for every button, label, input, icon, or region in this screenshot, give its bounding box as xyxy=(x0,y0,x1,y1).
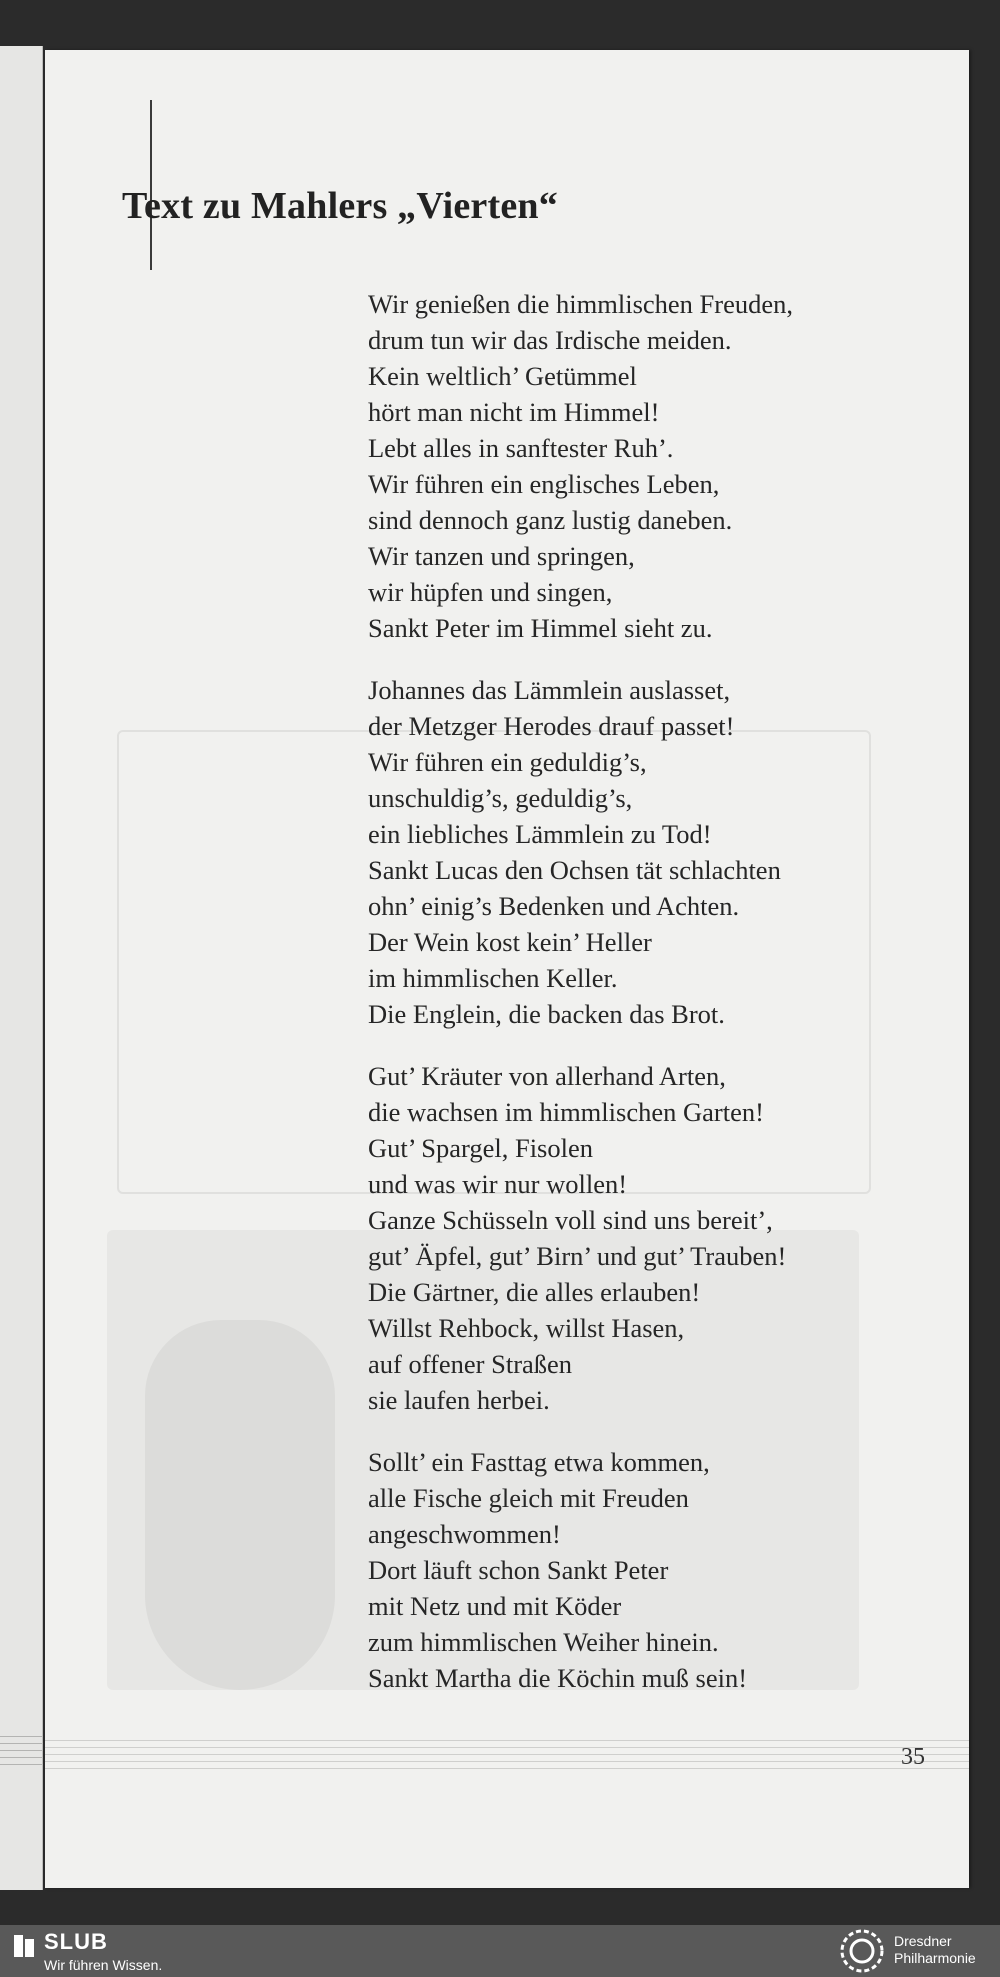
page-title: Text zu Mahlers „Vierten“ xyxy=(122,185,558,227)
poem-line: Dort läuft schon Sankt Peter xyxy=(368,1555,669,1585)
poem-line: zum himmlischen Weiher hinein. xyxy=(368,1627,719,1657)
poem-line: Willst Rehbock, willst Hasen, xyxy=(368,1313,685,1343)
poem-line: im himmlischen Keller. xyxy=(368,963,618,993)
footer-bar xyxy=(0,1925,1000,1977)
poem-line: ein liebliches Lämmlein zu Tod! xyxy=(368,819,712,849)
partner-name-line2: Philharmonie xyxy=(894,1950,976,1966)
poem-line: die wachsen im himmlischen Garten! xyxy=(368,1097,764,1127)
poem-line: ohn’ einig’s Bedenken und Achten. xyxy=(368,891,740,921)
poem-line: sind dennoch ganz lustig daneben. xyxy=(368,505,733,535)
partner-name xyxy=(894,1933,976,1967)
poem-line: Wir führen ein geduldig’s, xyxy=(368,747,647,777)
poem-line: Der Wein kost kein’ Heller xyxy=(368,927,652,957)
poem-line: angeschwommen! xyxy=(368,1519,561,1549)
poem-line: sie laufen herbei. xyxy=(368,1385,550,1415)
poem-line: Wir tanzen und springen, xyxy=(368,541,635,571)
poem-text xyxy=(368,286,928,1722)
partner-name-line1: Dresdner xyxy=(894,1933,952,1949)
poem-line: Ganze Schüsseln voll sind uns bereit’, xyxy=(368,1205,773,1235)
philharmonie-logo-icon xyxy=(840,1929,884,1973)
library-tagline: Wir führen Wissen. xyxy=(44,1957,163,1973)
stanza xyxy=(368,1444,928,1696)
book-icon xyxy=(14,1935,34,1957)
poem-line: Lebt alles in sanftester Ruh’. xyxy=(368,433,674,463)
poem-line: mit Netz und mit Köder xyxy=(368,1591,622,1621)
poem-line: Sankt Lucas den Ochsen tät schlachten xyxy=(368,855,781,885)
poem-line: drum tun wir das Irdische meiden. xyxy=(368,325,732,355)
poem-line: alle Fische gleich mit Freuden xyxy=(368,1483,689,1513)
poem-line: gut’ Äpfel, gut’ Birn’ und gut’ Trauben! xyxy=(368,1241,787,1271)
stanza xyxy=(368,1058,928,1418)
poem-line: Johannes das Lämmlein auslasset, xyxy=(368,675,731,705)
poem-line: und was wir nur wollen! xyxy=(368,1169,628,1199)
poem-line: Wir führen ein englisches Leben, xyxy=(368,469,720,499)
poem-line: auf offener Straßen xyxy=(368,1349,573,1379)
poem-line: Gut’ Kräuter von allerhand Arten, xyxy=(368,1061,726,1091)
poem-line: hört man nicht im Himmel! xyxy=(368,397,660,427)
show-through-vase xyxy=(145,1320,335,1690)
left-page-edge xyxy=(0,46,43,1890)
poem-line: Gut’ Spargel, Fisolen xyxy=(368,1133,593,1163)
stanza xyxy=(368,672,928,1032)
poem-line: wir hüpfen und singen, xyxy=(368,577,613,607)
poem-line: Sankt Peter im Himmel sieht zu. xyxy=(368,613,713,643)
poem-line: Die Englein, die backen das Brot. xyxy=(368,999,725,1029)
poem-line: Die Gärtner, die alles erlauben! xyxy=(368,1277,701,1307)
poem-line: Sollt’ ein Fasttag etwa kommen, xyxy=(368,1447,710,1477)
library-name: SLUB xyxy=(44,1929,108,1954)
stanza xyxy=(368,286,928,646)
poem-line: Sankt Martha die Köchin muß sein! xyxy=(368,1663,748,1693)
page-number: 35 xyxy=(901,1744,925,1770)
poem-line: unschuldig’s, geduldig’s, xyxy=(368,783,633,813)
poem-line: Kein weltlich’ Getümmel xyxy=(368,361,637,391)
poem-line: der Metzger Herodes drauf passet! xyxy=(368,711,735,741)
poem-line: Wir genießen die himmlischen Freuden, xyxy=(368,289,794,319)
